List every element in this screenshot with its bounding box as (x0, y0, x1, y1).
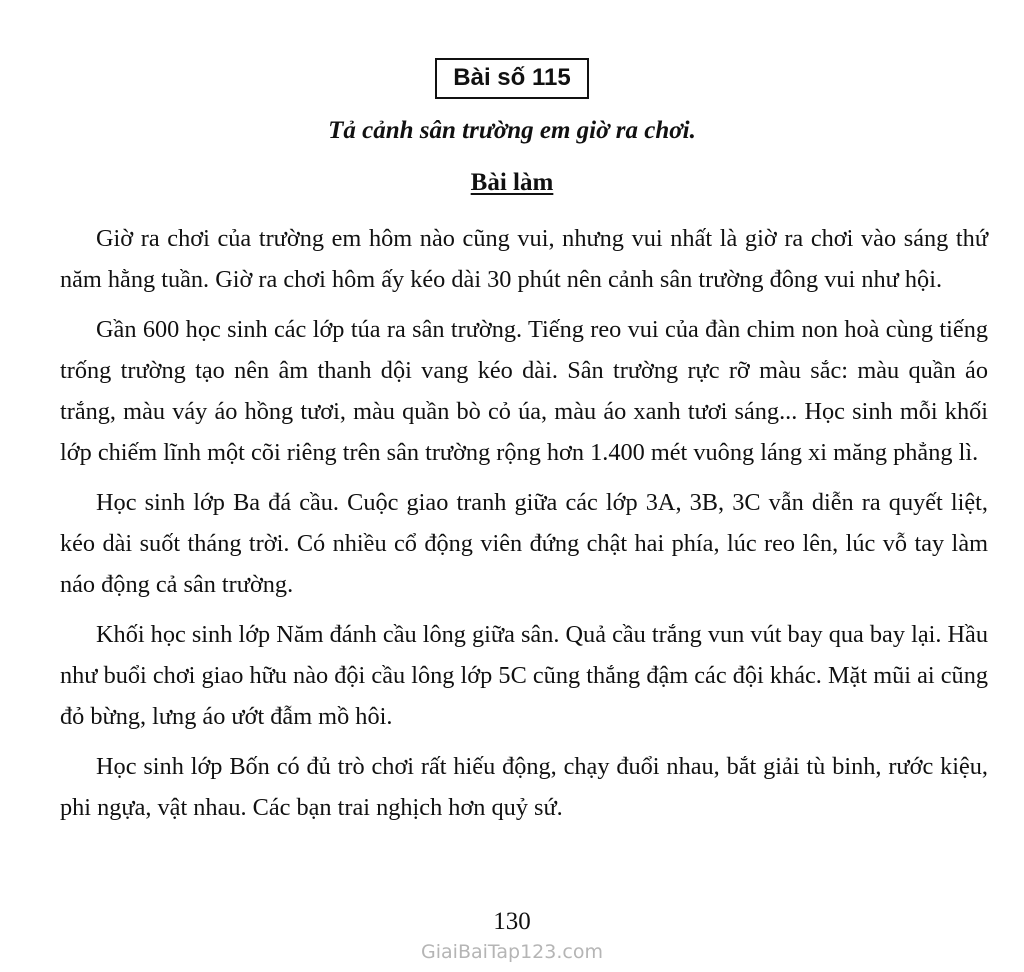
essay-prompt: Tả cảnh sân trường em giờ ra chơi. (328, 117, 696, 144)
exercise-title-wrapper (0, 58, 1024, 99)
watermark: GiaiBaiTap123.com (421, 941, 603, 963)
section-heading: Bài làm (470, 169, 554, 196)
essay-body (60, 218, 988, 837)
paragraph-1: Giờ ra chơi của trường em hôm nào cũng vui, nhưng vui nhất là giờ ra chơi vào sáng thứ năm hằng tuần. Giờ ra chơi hôm ấy kéo dài 30 phút nên cảnh sân trường đông vui như hội. (60, 225, 988, 293)
exercise-title: Bài số 115 (435, 58, 588, 99)
paragraph-5: Học sinh lớp Bốn có đủ trò chơi rất hiếu động, chạy đuổi nhau, bắt giải tù binh, rước kiệu, phi ngựa, vật nhau. Các bạn trai nghịch hơn quỷ sứ. (60, 753, 988, 821)
paragraph-2: Gần 600 học sinh các lớp túa ra sân trường. Tiếng reo vui của đàn chim non hoà cùng tiếng trống trường tạo nên âm thanh dội vang kéo dài. Sân trường rực rỡ màu sắc: màu quần áo trắng, màu váy áo hồng tươi, màu quần bò cỏ úa, màu áo xanh tươi sáng... Học sinh mỗi khối lớp chiếm lĩnh một cõi riêng trên sân trường rộng hơn 1.400 mét vuông láng xi măng phẳng lì. (60, 316, 988, 466)
page-number: 130 (493, 908, 531, 935)
paragraph-4: Khối học sinh lớp Năm đánh cầu lông giữa sân. Quả cầu trắng vun vút bay qua bay lại. Hầu như buổi chơi giao hữu nào đội cầu lông lớp 5C cũng thắng đậm các đội khác. Mặt mũi ai cũng đỏ bừng, lưng áo ướt đẫm mồ hôi. (60, 621, 988, 730)
paragraph-3: Học sinh lớp Ba đá cầu. Cuộc giao tranh giữa các lớp 3A, 3B, 3C vẫn diễn ra quyết liệt, kéo dài suốt tháng trời. Có nhiều cổ động viên đứng chật hai phía, lúc reo lên, lúc vỗ tay làm náo động cả sân trường. (60, 489, 988, 598)
